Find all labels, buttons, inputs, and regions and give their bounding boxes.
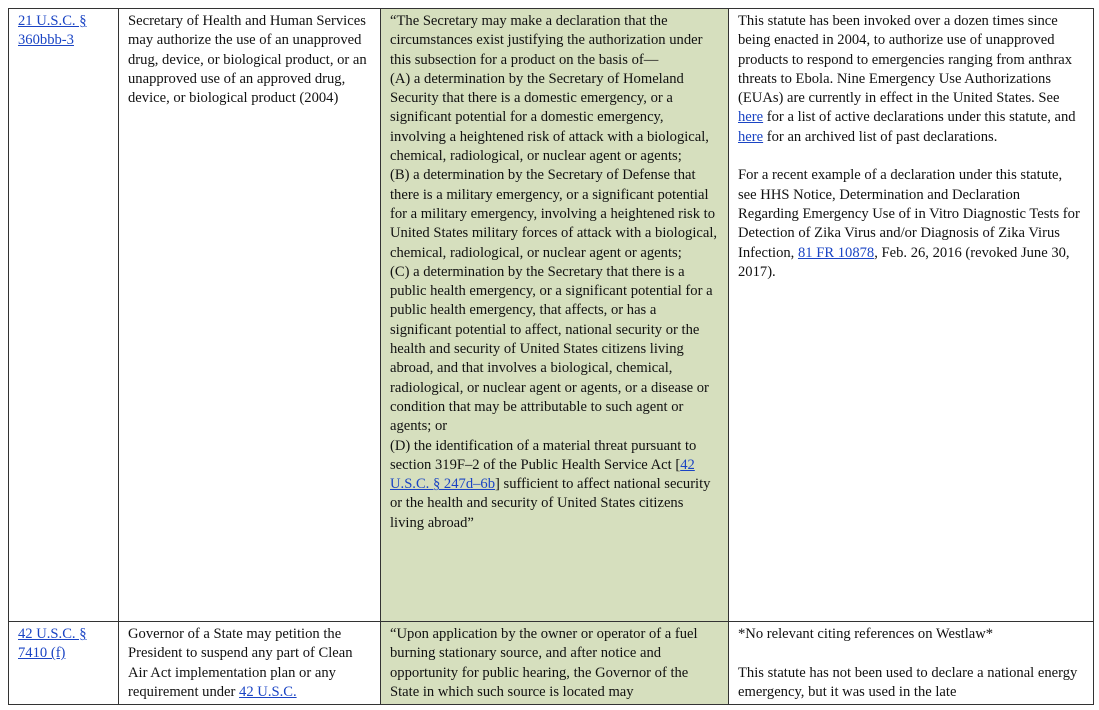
usage-text: for an archived list of past declarations.	[763, 128, 998, 145]
authority-text: Governor of a State may petition the President to suspend any part of Clean Air Act implementation plan or any requirement under	[128, 626, 353, 700]
authority-cell: Secretary of Health and Human Services may authorize the use of an unapproved drug, device, or biological product, or an unapproved use of an approved drug, device, or biological product (2004)	[119, 9, 381, 622]
usage-example-text: , Feb. 26, 2016 (revoked June 30, 2017).	[738, 244, 1070, 280]
usage-cell	[729, 622, 1094, 705]
authority-statute-link[interactable]: 42 U.S.C.	[239, 683, 297, 700]
citation-link[interactable]: 42 U.S.C. § 7410 (f)	[18, 626, 87, 662]
statutory-text-cell: “Upon application by the owner or operator of a fuel burning stationary source, and after notice and opportunity for public hearing, the Governor of the State in which such source is located may	[381, 622, 729, 705]
archived-declarations-link[interactable]: here	[738, 128, 764, 145]
table-row	[9, 9, 1094, 622]
usage-text: This statute has not been used to declare a national energy emergency, but it was used in the late	[738, 664, 1078, 700]
statutory-text: “The Secretary may make a declaration that the circumstances exist justifying the authorization under this subsection for a product on the basis of— (A) a determination by the Secretary of Homeland Security that there is a domestic emergency, or a significant potential for a domestic emergency, involving a heightened risk of attack with a biological, chemical, radiological, or nuclear agent or agents; (B) a determination by the Secretary of Defense that there is a military emergency, or a significant potential for a military emergency, involving a heightened risk to United States military forces of attack with a biological, chemical, radiological, or nuclear agent or agents; (C) a determination by the Secretary that there is a public health emergency, or a significant potential for a public health emergency, that affects, or has a significant potential to affect, national security or the health and security of United States citizens living abroad, and that involves a biological, chemical, radiological, or nuclear agent or agents, or a disease or condition that may be attributable to such agent or agents; or (D) the identification of a material threat pursuant to section 319F–2 of the Public Health Service Act [	[390, 13, 718, 473]
statutory-text-end: ] sufficient to affect national security or the health and security of United States citizens living abroad”	[390, 476, 711, 531]
usage-note: *No relevant citing references on Westlaw*	[738, 626, 994, 642]
federal-register-link[interactable]: 81 FR 10878	[797, 244, 875, 261]
table-row	[9, 622, 1094, 705]
statute-cross-reference-link[interactable]: 42 U.S.C. § 247d–6b	[390, 456, 695, 493]
citation-cell	[9, 9, 119, 622]
citation-cell	[9, 622, 119, 705]
usage-example-text: For a recent example of a declaration under this statute, see HHS Notice, Determination and Declaration Regarding Emergency Use of in Vitro Diagnostic Tests for Detection of Zika Virus and/or Diagnosis of Zika Virus Infection,	[738, 167, 1080, 261]
usage-text: This statute has been invoked over a dozen times since being enacted in 2004, to authorize use of unapproved products to respond to emergencies ranging from anthrax threats to Ebola. Nine Emergency Use Authorizations (EUAs) are currently in effect in the United States. See	[738, 13, 1073, 107]
citation-link[interactable]: 21 U.S.C. § 360bbb-3	[18, 13, 87, 49]
active-declarations-link[interactable]: here	[738, 109, 764, 126]
usage-text: for a list of active declarations under this statute, and	[763, 109, 1076, 126]
statutory-text-cell	[381, 9, 729, 622]
usage-cell	[729, 9, 1094, 622]
authority-cell	[119, 622, 381, 705]
statute-table	[8, 8, 1094, 705]
